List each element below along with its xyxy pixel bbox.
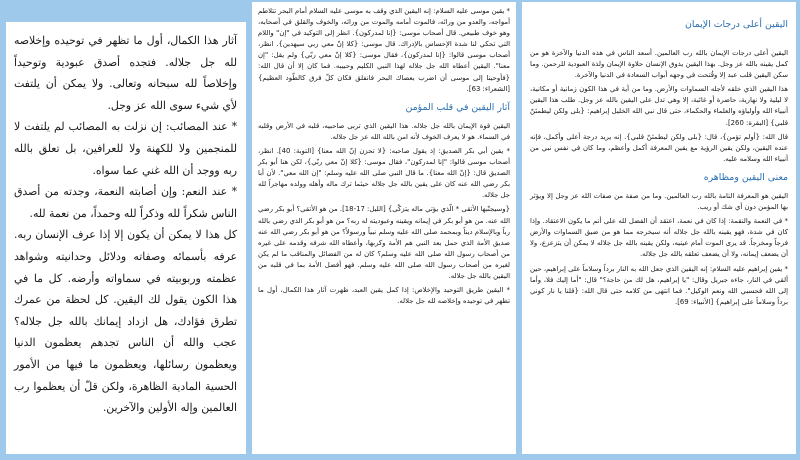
paragraph: هذا اليقين الذي خلقه لأجله السماوات والأرض. وما من آية في هذا الكون زمانية أو مكانية، لا ليلية ولا نهارية، حاضرة أو غائبة، إلا وهي تدل على اليقين بالله عز وجل. طلب هذا اليقين أنبياء الله وأولياؤه والعلماء والحكماء، حتى قال نبي الله الخليل إبراهيم: {بلى ولكن ليطمئنّ قلبي} [البقرة: 260]. [530,85,788,127]
left-page [6,22,246,454]
paragraph: * عند النعم: وإن أصابته النعمة، وجدته من أصدق الناس شكراً لله وذكراً لله وحمداً، من نعمة لله. [14,185,237,220]
paragraph: قال الله: {أولم تؤمن}، قال: {بلى ولكن ليطمئنّ قلبي}. إنه يريد درجة أعلى وأكمل، فإنه عنده اليقين، ولكن يقين الرؤية مع يقين المعرفة أكمل وأعظم، وما كان في نفس نبي من أنبياء الله وسلامه عليه. [530,132,788,163]
paragraph: {وسيجنّبها الأتقى * الّذي يؤتي ماله يتزكّى} [الليل: 17-18]. من هو الأتقى؟ أبو بكر رضي الله عنه. من هو أبو بكر في إيمانه ويقينه وعبوديته له ربه؟ من هو أبو بكر الذي رضي بالله رباً وبالإسلام ديناً وبمحمد صلى الله عليه وسلم نبياً ورسولاً؟ من هو أبو بكر رضي الله عنه صديق الأمة الذي حمل بعد النبي هم الأمة وكربها، وأعطاه الله شرفه وقدمه على غيره من أصحاب رسول الله صلى الله عليه وسلم؟ كان له من الفضائل والمناقب ما لم يكن لغيره من أصحاب رسول الله صلى الله عليه وسلم. فهو أفضل الأمة بما في قلبه من اليقين بالله جل جلاله. [258,205,510,280]
paragraph: * عند المصائب: إن نزلت به المصائب لم يلتفت لا للمنجمين ولا للكهنة ولا للعرافين، بل تعلق بالله ربه ووجد أن الله غني عما سواه. [14,120,237,177]
paragraph: اليقين أعلى درجات الإيمان بالله رب العالمين. أسعد الناس في هذه الدنيا والآخرة هو من كمل يقينه بالله عز وجل. بهذا اليقين يذوق الإنسان حلاوة الإيمان ولذة العبودية للرحمن. وما سكن اليقين قلب عبد إلا وفُتحت في وجهه أبواب السعادة في الدنيا والآخرة. [530,49,788,80]
section-heading: معنى اليقين ومظاهره [703,171,788,183]
paragraph: آثار هذا الكمال، أول ما تظهر في توحيده وإخلاصه لله جل جلاله. فتجده أصدق عبودية وتوحيداً وإخلاصاً لله سبحانه وتعالى. ولا يمكن أن يلتفت لأي شيء سوى الله عز وجل. [14,34,237,112]
section-heading: اليقين أعلى درجات الإيمان [685,19,788,30]
paragraph: * اليقين طريق التوحيد والإخلاص: إذا كمل يقين العبد، ظهرت آثار هذا الكمال، أول ما تظهر في توحيده وإخلاصه لله جل جلاله. [258,286,510,306]
middle-page [252,2,516,454]
paragraph: اليقين هو المعرفة التامة بالله رب العالمين. وما من صفة من صفات الله عز وجل إلا ويؤثر بها المؤمن دون أي شك أو ريب. [530,191,788,212]
paragraph: اليقين قوة الإيمان بالله جل جلاله. هذا اليقين الذي تربى صاحبيه، قلبه في الأرض وقلبه في السماء. هو لا يعرف الخوف لأنه امن بالله الله عز جل جلاله. [258,121,510,141]
right-page [522,2,796,454]
paragraph: * يقين إبراهيم عليه السلام: إنه اليقين الذي جعل الله به النار برداً وسلاماً على إبراهيم، حين ألقي في النار، جاءه جبريل وقال: "يا إبراهيم، هل لك من حاجة؟" قال: "أما إليك فلا، وأما إلى الله فحسبي الله ونعم الوكيل". فما انتهى من كلامه حتى قال الله: {قلنا يا نار كوني برداً وسلاماً على إبراهيم} [الأنبياء: 69]. [530,264,788,306]
paragraph: * يقين أبي بكر الصديق: إذ يقول صاحبه: {لا تحزن إنّ الله معنا} [التوبة: 40]. انظر، أصحاب موسى قالوا: "إنا لمدركون"، فقال موسى: {كلا إنّ معي ربّي}، لكن هنا أبو بكر الصديق قال: {إنّ الله معنا}. ما قال النبي صلى الله عليه وسلم: "إن الله معي". لأن أبا بكر رضي الله عنه كان على يقين بالله جل جلاله حيثما ترك ماله وأهله وولده مهاجراً لله جل جلاله. [258,146,510,200]
paragraph: * في النعمة والنقمة: إذا كان في نعمة، اعتقد أن الفضل لله على أتم ما يكون الاعتقاد. وإذا كان في شدة، فهو يقينه بالله جل جلاله أنه سيخرجه مما هو من ضيق السماوات والأرض فرجاً ومخرجاً. قد يرى الموت أمام عينيه، ولكن يقينه بالله جل جلاله لا يمكن أن يتزعزع، ولا أن يضعف إيمانه، ولا أن يضعف تعلقه بالله جل جلاله. [530,217,788,259]
paragraph: كل هذا لا يمكن أن يكون إلا إذا عرف الإنسان ربه. عرفه بأسمائه وصفاته ودلائل وحدانيته وشواهد عظمته وربوبيته في سماواته وأرضه. كل ما في هذا الكون يقول لك اليقين. كل لحظة من عمرك تطرق فؤادك، هل ازداد إيمانك بالله جل جلاله؟ عجب والله أن الناس تجدهم يعظمون الدنيا ويعظمون رسائلها، ويعظمون ما فيها من الأمور الحسية المادية الظاهرة، ولكن قلّ أن يعظموا رب العالمين وإله الأولين والآخرين. [14,228,237,415]
paragraph: * يقين موسى عليه السلام: إنه اليقين الذي وقف به موسى عليه السلام أمام البحر تتلاطم أمواجه، والعدو من ورائه، فالموت أمامه والموت من ورائه، والخوف والقلق في أصحابه، وهو خوف طبيعي. قال أصحاب موسى: {إنا لمدركون}. انظر إلى التوكيد في "إن" واللام التي تحكي لنا شدة الإحساس بالإدراك. قال موسى: {كلا إنّ معي ربي سيهدين}. انظر، أصحاب موسى قالوا: {إنا لمدركون}، فقال موسى: {كلا إنّ معي ربّي} ولم يقل: "إن معنا". اليقين أعطاه الله جل جلاله لهذا النبي الكليم وحبيبه. فما كان إلا أن قال الله: {فأوحينا إلى موسى أن اضرب بعصاك البحر فانفلق فكان كلّ فرق كالطّود العظيم} [الشعراء: 63]. [258,7,510,93]
section-heading: آثار اليقين في قلب المؤمن [405,101,510,113]
